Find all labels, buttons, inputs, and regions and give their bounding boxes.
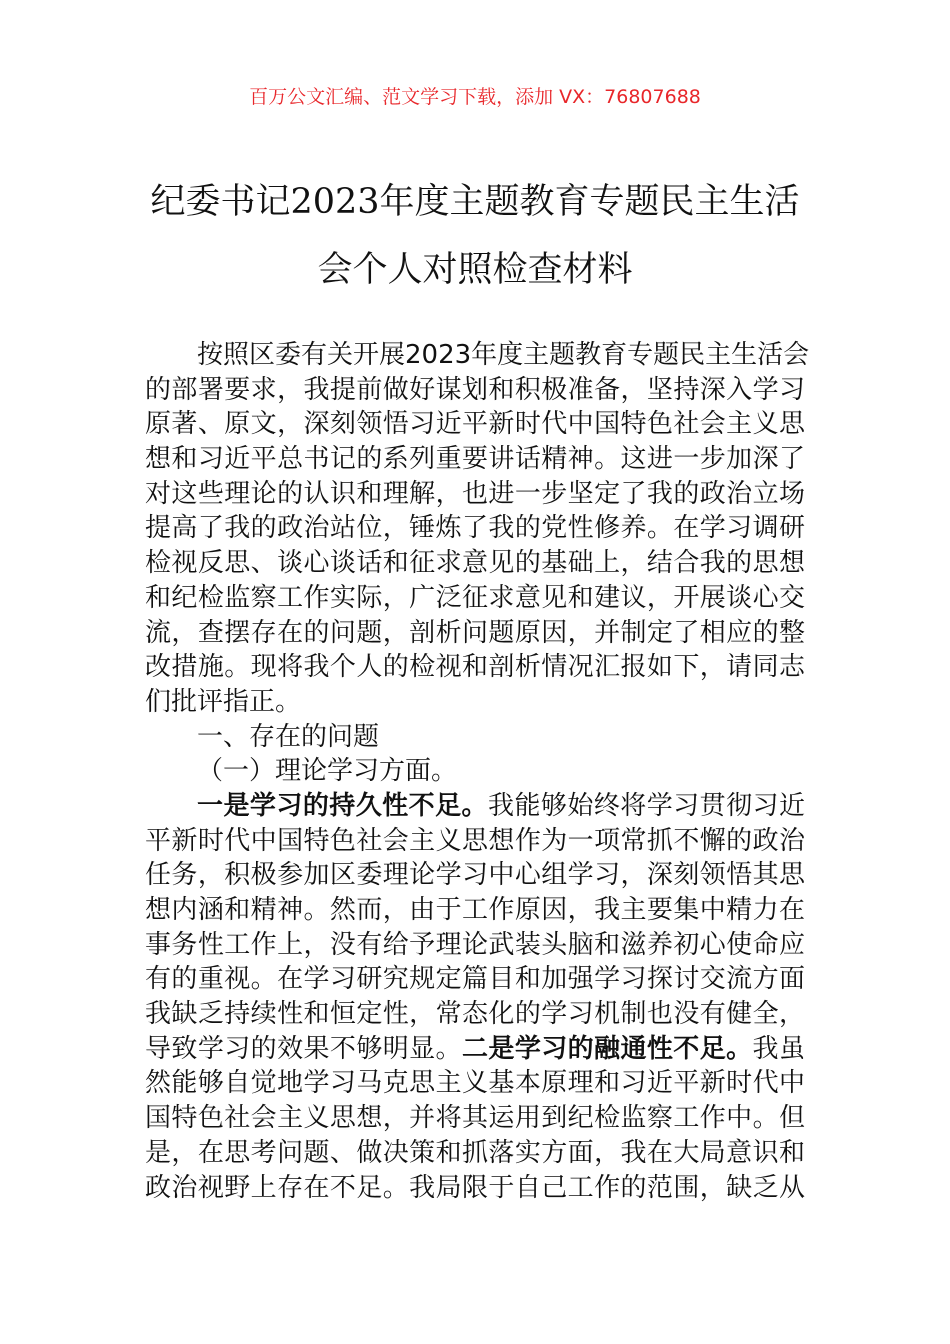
watermark-header: 百万公文汇编、范文学习下载，添加 VX：76807688 xyxy=(249,86,701,108)
paragraph-line: 是，在思考问题、做决策和抓落实方面，我在大局意识和 xyxy=(145,1137,805,1168)
paragraph-line: 按照区委有关开展2023年度主题教育专题民主生活会 xyxy=(197,340,810,370)
document-title-line-1: 纪委书记2023年度主题教育专题民主生活 xyxy=(150,182,800,222)
paragraph-line: 检视反思、谈心谈话和征求意见的基础上，结合我的思想 xyxy=(145,548,805,579)
paragraph-line: 然能够自觉地学习马克思主义基本原理和习近平新时代中 xyxy=(145,1068,805,1099)
paragraph-line: 原著、原文，深刻领悟习近平新时代中国特色社会主义思 xyxy=(145,409,805,440)
paragraph-line: 改措施。现将我个人的检视和剖析情况汇报如下，请同志 xyxy=(145,652,805,683)
paragraph-line: 对这些理论的认识和理解，也进一步坚定了我的政治立场 xyxy=(145,478,805,509)
paragraph-line: 想和习近平总书记的系列重要讲话精神。这进一步加深了 xyxy=(145,444,805,475)
subsection-heading: （一）理论学习方面。 xyxy=(197,756,458,787)
paragraph-line: 任务，积极参加区委理论学习中心组学习，深刻领悟其思 xyxy=(145,860,805,891)
paragraph-line: 的部署要求，我提前做好谋划和积极准备，坚持深入学习 xyxy=(145,374,805,405)
document-body xyxy=(145,338,810,1205)
paragraph-line: 政治视野上存在不足。我局限于自己工作的范围，缺乏从 xyxy=(145,1172,805,1203)
paragraph-line xyxy=(145,789,805,824)
section-heading: 一、存在的问题 xyxy=(197,721,380,752)
paragraph-line: 事务性工作上，没有给予理论武装头脑和滋养初心使命应 xyxy=(145,929,805,960)
paragraph-line: 平新时代中国特色社会主义思想作为一项常抓不懈的政治 xyxy=(145,825,805,856)
paragraph-line: 我缺乏持续性和恒定性，常态化的学习机制也没有健全， xyxy=(145,999,805,1030)
paragraph-line xyxy=(145,1032,805,1067)
paragraph-line: 们批评指正。 xyxy=(145,686,302,717)
paragraph-line: 国特色社会主义思想，并将其运用到纪检监察工作中。但 xyxy=(145,1103,805,1134)
document-title-line-2: 会个人对照检查材料 xyxy=(317,250,633,290)
paragraph-line: 流，查摆存在的问题，剖析问题原因，并制定了相应的整 xyxy=(145,617,805,648)
paragraph-line: 提高了我的政治站位，锤炼了我的党性修养。在学习调研 xyxy=(145,513,805,544)
paragraph-line: 有的重视。在学习研究规定篇目和加强学习探讨交流方面 xyxy=(145,964,805,995)
line-text: 我虽 xyxy=(752,1033,805,1064)
paragraph-line: 想内涵和精神。然而，由于工作原因，我主要集中精力在 xyxy=(145,895,805,925)
bold-point-1: 一是学习的持久性不足。 xyxy=(197,790,488,821)
bold-point-2: 二是学习的融通性不足。 xyxy=(461,1033,753,1064)
line-text: 导致学习的效果不够明显。 xyxy=(145,1033,462,1064)
paragraph-line: 和纪检监察工作实际，广泛征求意见和建议，开展谈心交 xyxy=(145,582,805,613)
line-text: 我能够始终将学习贯彻习近 xyxy=(488,790,805,821)
